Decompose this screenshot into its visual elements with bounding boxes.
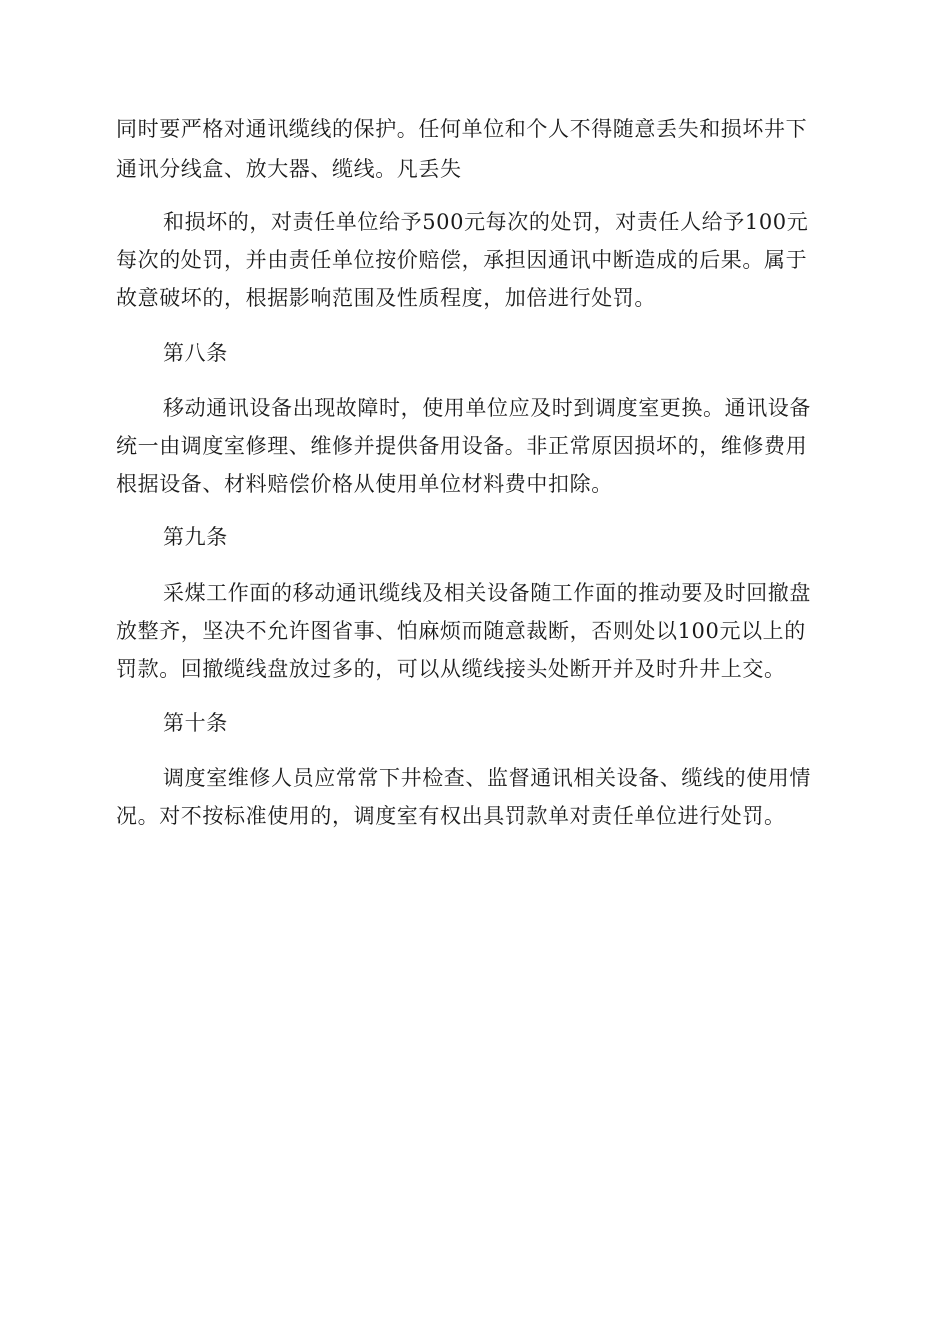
body-line: 况。对不按标准使用的，调度室有权出具罚款单对责任单位进行处罚。 <box>116 804 786 828</box>
body-line: 统一由调度室修理、维修并提供备用设备。非正常原因损坏的，维修费用 <box>116 434 808 458</box>
body-line: 移动通讯设备出现故障时，使用单位应及时到调度室更换。通讯设备 <box>163 396 811 420</box>
article-heading: 第十条 <box>163 711 228 735</box>
body-line: 罚款。回撤缆线盘放过多的，可以从缆线接头处断开并及时升井上交。 <box>116 657 786 681</box>
body-line: 每次的处罚，并由责任单位按价赔偿，承担因通讯中断造成的后果。属于 <box>116 248 808 272</box>
body-line: 放整齐，坚决不允许图省事、怕麻烦而随意裁断，否则处以100元以上的 <box>116 619 806 643</box>
article-heading: 第九条 <box>163 525 228 549</box>
body-line: 通讯分线盒、放大器、缆线。凡丢失 <box>116 157 462 181</box>
body-line: 根据设备、材料赔偿价格从使用单位材料费中扣除。 <box>116 472 613 496</box>
article-heading: 第八条 <box>163 341 228 365</box>
body-line: 故意破坏的，根据影响范围及性质程度，加倍进行处罚。 <box>116 286 656 310</box>
body-line: 采煤工作面的移动通讯缆线及相关设备随工作面的推动要及时回撤盘 <box>163 581 811 605</box>
body-line: 调度室维修人员应常常下井检查、监督通讯相关设备、缆线的使用情 <box>163 766 811 790</box>
body-line: 和损坏的，对责任单位给予500元每次的处罚，对责任人给予100元 <box>163 210 809 234</box>
body-line: 同时要严格对通讯缆线的保护。任何单位和个人不得随意丢失和损坏井下 <box>116 117 808 141</box>
